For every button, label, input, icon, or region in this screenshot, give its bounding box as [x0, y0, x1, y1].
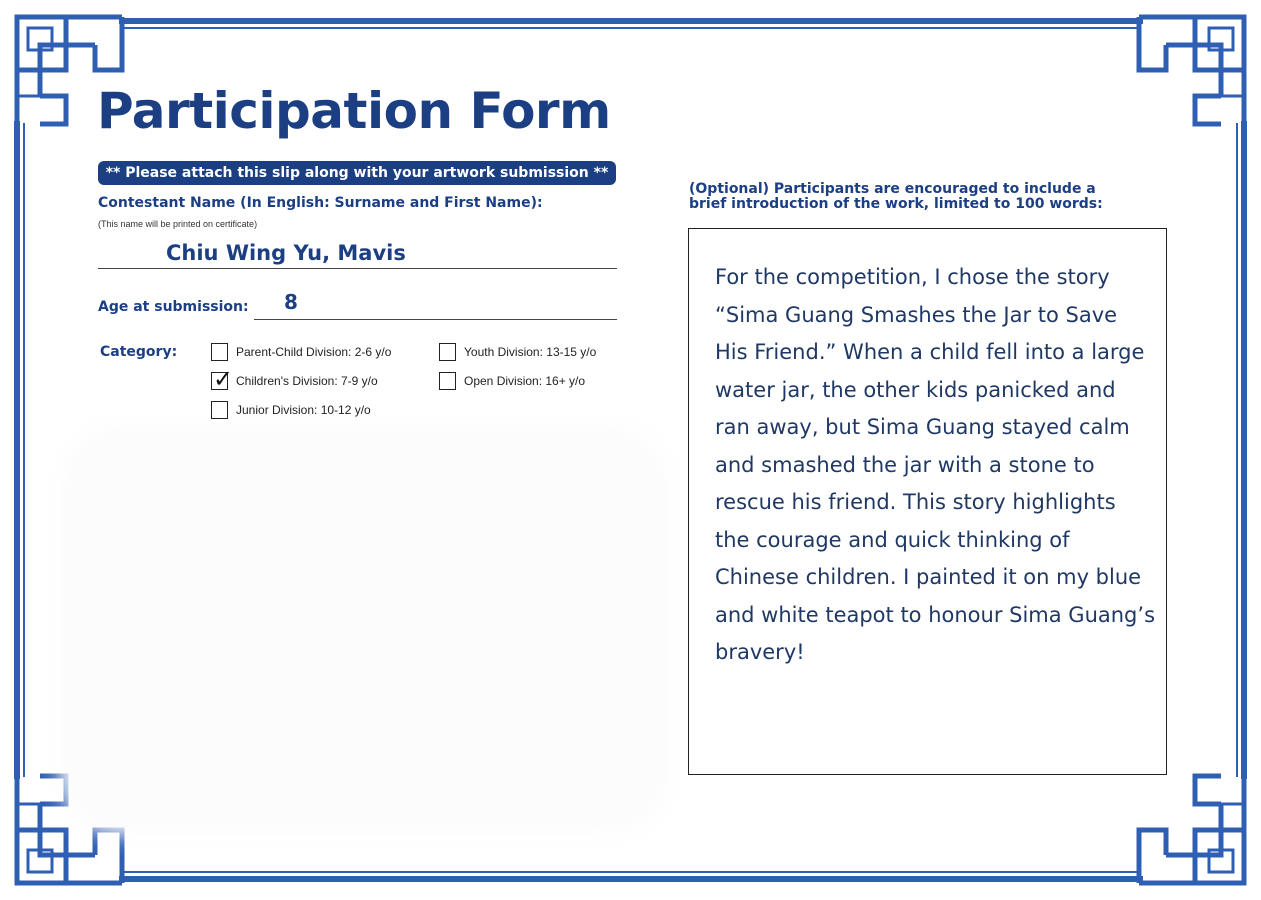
category-option-label: Parent-Child Division: 2-6 y/o [236, 345, 392, 359]
age-underline [254, 319, 617, 320]
checkmark-icon: ✓ [213, 365, 234, 393]
age-field[interactable]: 8 [284, 290, 298, 314]
corner-ornament-top-right [1139, 17, 1244, 124]
certificate-note: (This name will be printed on certificate) [98, 219, 258, 229]
category-option-label: Children's Division: 7-9 y/o [236, 374, 378, 388]
checkbox-checked[interactable] [211, 365, 234, 393]
instruction-banner: ** Please attach this slip along with your artwork submission ** [98, 161, 616, 185]
introduction-label-line: brief introduction of the work, limited to 100 words: [689, 195, 1103, 212]
age-label: Age at submission: [98, 299, 249, 315]
contestant-name-field[interactable]: Chiu Wing Yu, Mavis [166, 241, 406, 265]
category-option-label: Youth Division: 13-15 y/o [464, 345, 597, 359]
name-underline [98, 268, 617, 269]
faded-background-area [60, 425, 670, 835]
checkbox[interactable] [439, 372, 456, 390]
category-label: Category: [100, 344, 178, 360]
corner-ornament-bottom-right [1139, 776, 1244, 883]
category-option-label: Open Division: 16+ y/o [464, 374, 586, 388]
checkbox[interactable] [211, 343, 228, 361]
introduction-label-line: (Optional) Participants are encouraged to include a [689, 181, 1096, 197]
introduction-label [689, 182, 1103, 211]
category-option-label: Junior Division: 10-12 y/o [236, 403, 371, 417]
checkbox[interactable] [211, 401, 228, 419]
introduction-textbox[interactable] [688, 228, 1167, 775]
form-title: Participation Form [97, 82, 611, 140]
introduction-text: For the competition, I chose the story “Sima Guang Smashes the Jar to Save His Friend.” When a child fell into a large water jar, the other kids panicked and ran away, but Sima Guang stayed calm and smashed the jar with a stone to rescue his friend. This story highlights the courage and quick thinking of Chinese children. I painted it on my blue and white teapot to honour Sima Guang’s bravery! [715, 265, 1156, 664]
contestant-name-label: Contestant Name (In English: Surname and First Name): [98, 195, 543, 211]
checkbox[interactable] [439, 343, 456, 361]
